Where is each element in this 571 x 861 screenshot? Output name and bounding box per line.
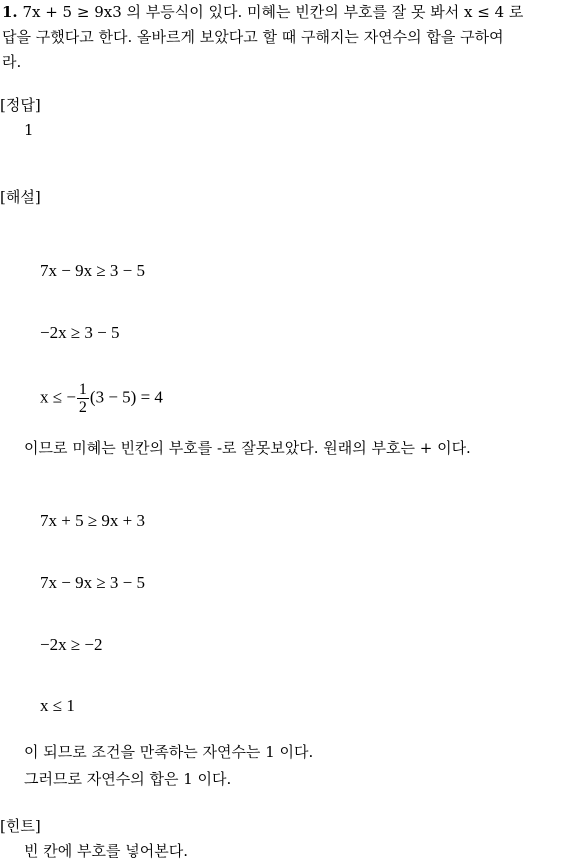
problem-line-1 — [2, 2, 523, 22]
problem-line-2: 답을 구했다고 한다. 올바르게 보았다고 할 때 구해지는 자연수의 합을 구하여 — [2, 28, 504, 46]
equation-2: −2x ≥ 3 − 5 — [40, 323, 120, 342]
problem-number: 1. — [2, 3, 18, 21]
equation-7: x ≤ 1 — [40, 696, 75, 715]
explanation-text-3: 그러므로 자연수의 합은 1 이다. — [24, 770, 232, 788]
answer-value: 1 — [24, 121, 34, 139]
fraction — [77, 381, 89, 416]
hint-heading: [힌트] — [0, 817, 41, 835]
equation-3-left: x ≤ − — [40, 387, 76, 407]
problem-line-3: 라. — [2, 53, 22, 71]
explanation-heading: [해설] — [0, 188, 41, 206]
equation-5: 7x − 9x ≥ 3 − 5 — [40, 573, 146, 592]
fraction-denominator: 2 — [78, 399, 87, 416]
equation-6: −2x ≥ −2 — [40, 635, 103, 654]
hint-text: 빈 칸에 부호를 넣어본다. — [24, 842, 188, 860]
explanation-text-1: 이므로 미혜는 빈칸의 부호를 -로 잘못보았다. 원래의 부호는 + 이다. — [24, 439, 471, 457]
fraction-numerator: 1 — [78, 381, 87, 398]
equation-3-right: (3 − 5) = 4 — [89, 387, 163, 407]
answer-heading: [정답] — [0, 96, 41, 114]
equation-3 — [40, 381, 163, 416]
problem-text-1: 7x + 5 ≥ 9x3 의 부등식이 있다. 미혜는 빈칸의 부호를 잘 못 봐서 x ≤ 4 로 — [22, 3, 524, 21]
explanation-text-2: 이 되므로 조건을 만족하는 자연수는 1 이다. — [24, 743, 314, 761]
equation-4: 7x + 5 ≥ 9x + 3 — [40, 511, 146, 530]
equation-1: 7x − 9x ≥ 3 − 5 — [40, 261, 146, 280]
